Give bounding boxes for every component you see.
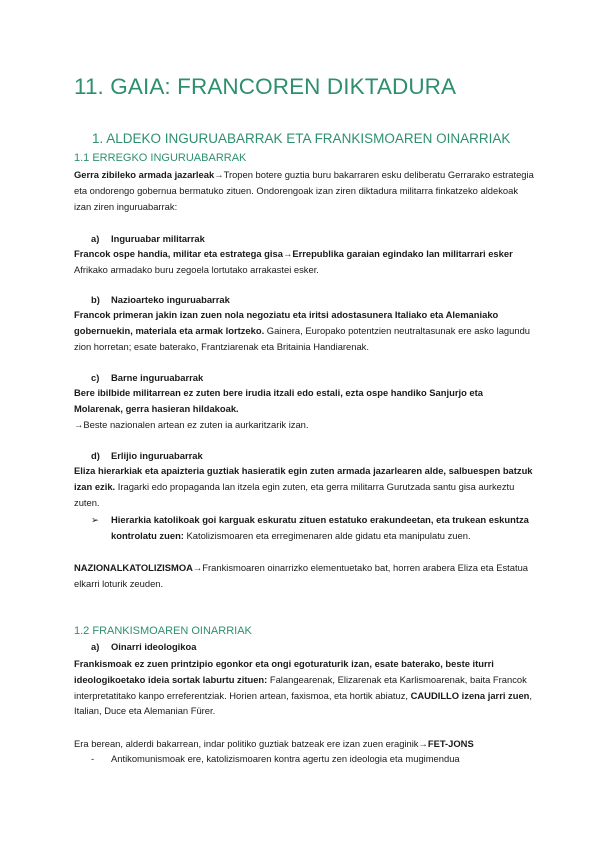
paragraph — [74, 736, 534, 752]
body-text: Afrikako armadako buru zegoela lortutako arrakastei esker. — [74, 263, 319, 275]
bold-text: Bere ibilbide militarrean ez zuten bere irudia itzali edo estali, ezta ospe handiko Sanjurjo eta Molarenak, gerra hasieran hildakoak. — [74, 387, 483, 414]
body-text: Iragarki edo propaganda lan itzela egin zuten, eta gerra militarra Gurutzada santu gisa aurkeztu zuten. — [74, 480, 515, 508]
arrow-bullet-icon: ➢ — [91, 514, 99, 525]
subsection-heading: 1.2 FRANKISMOAREN OINARRIAK — [74, 625, 252, 637]
bold-text: Francok primeran jakin izan zuen nola negoziatu eta iritsi adostasunera Italiako eta Alemaniako gobernuekin, materiala eta armak lortzeko. — [74, 309, 499, 336]
list-heading — [91, 233, 205, 244]
list-title: Nazioarteko inguruabarrak — [111, 294, 230, 305]
paragraph — [74, 463, 534, 510]
body-text: →Tropen botere guztia buru bakarraren esku deliberatu Gerrarako estrategia eta ondorengo gobernua bermatuko zituen. Ondorengoak izan ziren diktadura militarra finkatzeko aldekoak izan ziren inguruabarrak: — [74, 169, 534, 212]
list-title: Barne inguruabarrak — [111, 372, 204, 383]
paragraph — [74, 385, 534, 432]
list-title: Erlijio inguruabarrak — [111, 450, 203, 461]
bold-text: Francok ospe handia, militar eta estratega gisa — [74, 248, 283, 259]
list-label: d) — [91, 450, 100, 461]
list-label: a) — [91, 641, 100, 652]
paragraph — [74, 656, 534, 719]
bold-text: CAUDILLO izena jarri zuen — [410, 689, 530, 701]
body-text: Falangearenak, Elizarenak eta Karlismoarenak, baita Francok interpretatitako kanpo erreferentziak. Horien artean, faxismoa, eta hortik abiatuz, — [74, 673, 527, 701]
bold-text: Frankismoak ez zuen printzipio egonkor eta ongi egoturaturik izan, esate baterako, beste iturri ideologikoetako ideia sortak laburtu zituen: — [74, 658, 494, 685]
body-text: Gainera, Europako potentzien neutraltasunak ere asko lagundu zion horretan; esate baterako, Frantziarenak eta Britainia Handiarenak. — [74, 324, 530, 352]
list-label: c) — [91, 372, 100, 383]
bold-text: Gerra zibileko armada jazarleak — [74, 169, 215, 180]
body-text: Antikomunismoak ere, katolizismoaren kontra agertu zen ideologia eta mugimendua — [111, 753, 460, 764]
section-heading: 1. ALDEKO INGURUABARRAK ETA FRANKISMOAREN OINARRIAK — [92, 131, 511, 146]
bold-text: Eliza hierarkiak eta apaizteria guztiak hasieratik egin zuten armada jazarlearen alde, salbuespen batzuk izan ezik. — [74, 465, 533, 492]
list-title: Oinarri ideologikoa — [111, 641, 197, 652]
bold-text: FET-JONS — [427, 738, 474, 749]
paragraph — [74, 560, 534, 592]
paragraph — [74, 167, 534, 214]
subsection-heading: 1.1 ERREGKO INGURUABARRAK — [74, 152, 247, 164]
paragraph — [74, 307, 534, 354]
body-text: Katolizismoaren eta erregimenaren alde gidatu eta manipulatu zuen. — [183, 529, 471, 541]
list-heading — [91, 294, 230, 305]
bold-text: →Errepublika garaian egindako lan militarrari esker — [282, 248, 513, 259]
body-text: →Frankismoaren oinarrizko elementuetako bat, horren arabera Eliza eta Estatua elkarri loturik zeuden. — [74, 562, 528, 589]
list-title: Inguruabar militarrak — [111, 233, 205, 244]
body-text: →Beste nazionalen artean ez zuten ia aurkaritzarik izan. — [74, 418, 309, 430]
body-text: Era berean, alderdi bakarrean, indar politiko guztiak batzeak ere izan zuen eraginik→ — [74, 738, 428, 749]
paragraph — [74, 246, 534, 278]
bold-text: Hierarkia katolikoak goi karguak eskuratu zituen estatuko erakundeetan, eta trukean eskuntza kontrolatu zuen: — [111, 514, 529, 541]
bold-text: NAZIONALKATOLIZISMOA — [74, 562, 193, 573]
page-title: 11. GAIA: FRANCOREN DIKTADURA — [74, 74, 457, 99]
list-label: a) — [91, 233, 100, 244]
bullet-text — [111, 512, 531, 544]
list-heading — [91, 372, 203, 383]
dash-bullet-icon: - — [91, 753, 95, 764]
bullet-text — [111, 751, 531, 767]
list-heading — [91, 641, 196, 652]
list-label: b) — [91, 294, 100, 305]
list-heading — [91, 450, 203, 461]
body-text: , Italian, Duce eta Alemanian Fürer. — [74, 689, 533, 717]
